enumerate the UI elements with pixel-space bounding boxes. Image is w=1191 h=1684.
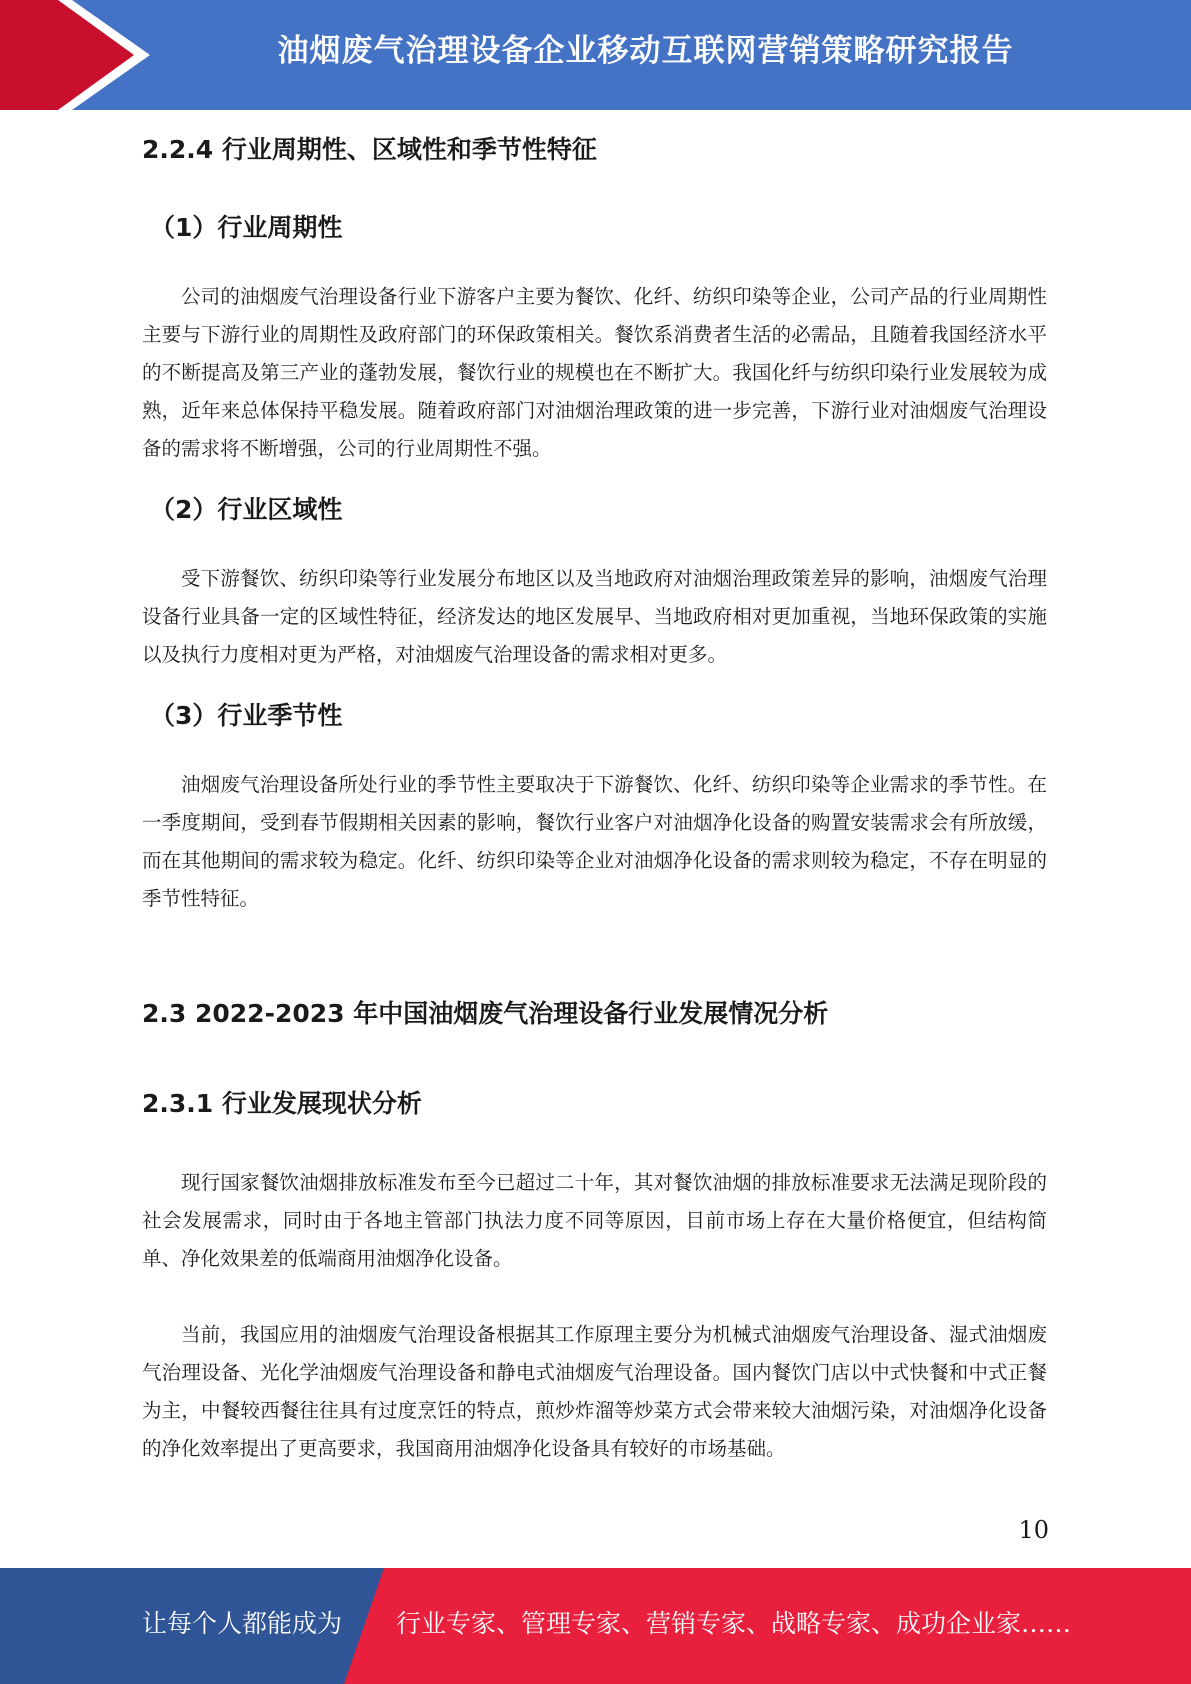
paragraph: 现行国家餐饮油烟排放标准发布至今已超过二十年，其对餐饮油烟的排放标准要求无法满足现阶段的社会发展需求，同时由于各地主管部门执法力度不同等原因，目前市场上存在大量价格便宜，但结构简单、净化效果差的低端商用油烟净化设备。 <box>142 1171 1047 1270</box>
section-heading: 2.3.1 行业发展现状分析 <box>142 1089 422 1118</box>
report-title: 油烟废气治理设备企业移动互联网营销策略研究报告 <box>277 33 1014 69</box>
paragraph: 公司的油烟废气治理设备行业下游客户主要为餐饮、化纤、纺织印染等企业，公司产品的行业周期性主要与下游行业的周期性及政府部门的环保政策相关。餐饮系消费者生活的必需品，且随着我国经济水平的不断提高及第三产业的蓬勃发展，餐饮行业的规模也在不断扩大。我国化纤与纺织印染行业发展较为成熟，近年来总体保持平稳发展。随着政府部门对油烟治理政策的进一步完善，下游行业对油烟废气治理设备的需求将不断增强，公司的行业周期性不强。 <box>142 285 1047 460</box>
paragraph: 受下游餐饮、纺织印染等行业发展分布地区以及当地政府对油烟治理政策差异的影响，油烟废气治理设备行业具备一定的区域性特征，经济发达的地区发展早、当地政府相对更加重视，当地环保政策的实施以及执行力度相对更为严格，对油烟废气治理设备的需求相对更多。 <box>142 567 1047 666</box>
section-heading: 2.3 2022-2023 年中国油烟废气治理设备行业发展情况分析 <box>142 999 829 1028</box>
subsection-heading: （2）行业区域性 <box>150 495 343 524</box>
page-number: 10 <box>1018 1516 1049 1544</box>
footer-slogan-left: 让每个人都能成为 <box>142 1609 343 1638</box>
paragraph: 当前，我国应用的油烟废气治理设备根据其工作原理主要分为机械式油烟废气治理设备、湿式油烟废气治理设备、光化学油烟废气治理设备和静电式油烟废气治理设备。国内餐饮门店以中式快餐和中式正餐为主，中餐较西餐往往具有过度烹饪的特点，煎炒炸溜等炒菜方式会带来较大油烟污染，对油烟净化设备的净化效率提出了更高要求，我国商用油烟净化设备具有较好的市场基础。 <box>142 1323 1047 1460</box>
subsection-heading: （3）行业季节性 <box>150 701 343 730</box>
footer-slogan-right: 行业专家、管理专家、营销专家、战略专家、成功企业家…… <box>396 1609 1072 1638</box>
page-header <box>0 0 1191 110</box>
document-body <box>142 128 1047 1468</box>
paragraph: 油烟废气治理设备所处行业的季节性主要取决于下游餐饮、化纤、纺织印染等企业需求的季节性。在一季度期间，受到春节假期相关因素的影响，餐饮行业客户对油烟净化设备的购置安装需求会有所放缓，而在其他期间的需求较为稳定。化纤、纺织印染等企业对油烟净化设备的需求则较为稳定，不存在明显的季节性特征。 <box>142 773 1047 910</box>
section-heading: 2.2.4 行业周期性、区域性和季节性特征 <box>142 135 597 164</box>
subsection-heading: （1）行业周期性 <box>150 213 343 242</box>
page-footer <box>0 1568 1191 1684</box>
